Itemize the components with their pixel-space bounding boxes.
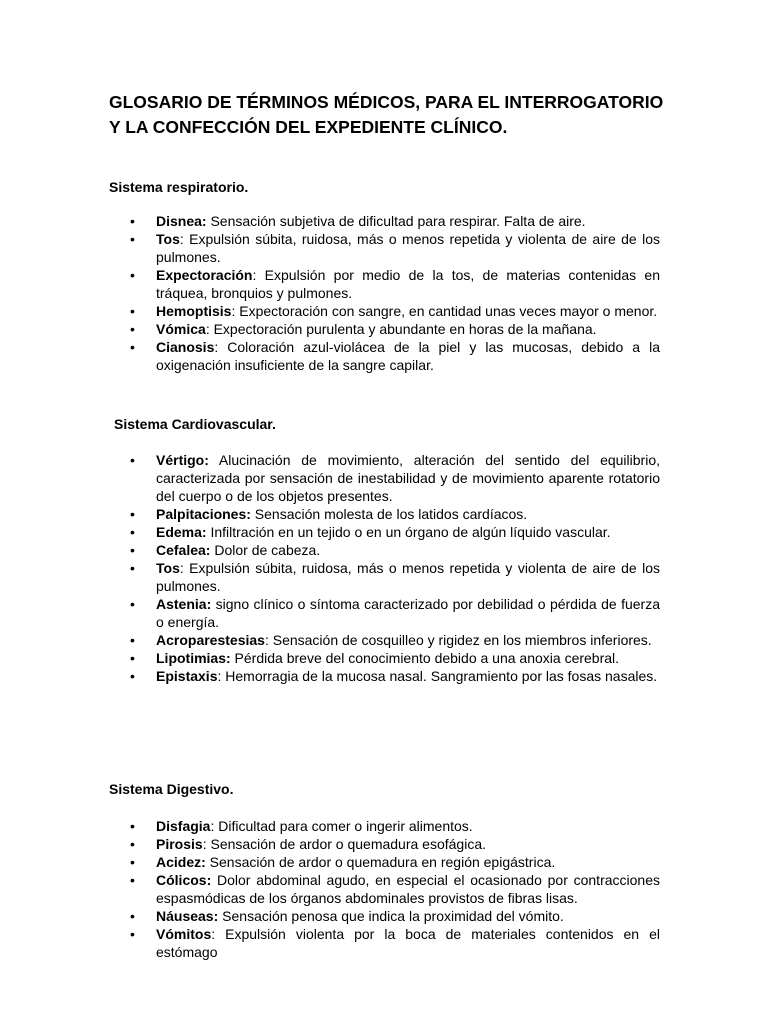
glossary-definition: Alucinación de movimiento, alteración del sentido del equilibrio, caracterizada por sensación de inestabilidad y de movimiento aparente rotatorio del cuerpo o de los objetos presentes. [156,452,660,504]
glossary-item [130,523,660,541]
glossary-term: Edema: [156,524,207,540]
glossary-item [130,541,660,559]
glossary-term: Náuseas: [156,908,219,924]
glossary-item [130,667,660,685]
glossary-definition: : Coloración azul-violácea de la piel y las mucosas, debido a la oxigenación insuficiente de la sangre capilar. [156,339,660,373]
bullet-icon: • [130,542,135,558]
bullet-icon: • [130,650,135,666]
glossary-definition: Sensación penosa que indica la proximidad del vómito. [218,908,564,924]
glossary-term: Tos [156,560,180,576]
glossary-term: Cefalea: [156,542,211,558]
glossary-item [130,817,660,835]
glossary-item [130,649,660,667]
term-list-digestivo [130,817,660,961]
section-heading-cardiovascular: Sistema Cardiovascular. [114,416,276,432]
glossary-definition: : Expectoración purulenta y abundante en horas de la mañana. [205,321,597,337]
glossary-definition: Sensación de ardor o quemadura en región epigástrica. [205,854,556,870]
glossary-item [130,907,660,925]
glossary-definition: Sensación subjetiva de dificultad para respirar. Falta de aire. [206,213,586,229]
glossary-definition: : Expulsión por medio de la tos, de materias contenidas en tráquea, bronquios y pulmones. [156,267,660,301]
bullet-icon: • [130,303,135,319]
bullet-icon: • [130,908,135,924]
glossary-term: Cólicos: [156,872,212,888]
glossary-term: Hemoptisis [156,303,232,319]
bullet-icon: • [130,632,135,648]
glossary-term: Lipotimias: [156,650,231,666]
glossary-item [130,212,660,230]
glossary-definition: : Dificultad para comer o ingerir alimentos. [210,818,473,834]
bullet-icon: • [130,668,135,684]
section-heading-digestivo: Sistema Digestivo. [109,781,234,797]
glossary-term: Astenia: [156,596,212,612]
bullet-icon: • [130,836,135,852]
bullet-icon: • [130,321,135,337]
glossary-definition: : Hemorragia de la mucosa nasal. Sangramiento por las fosas nasales. [217,668,658,684]
bullet-icon: • [130,596,135,612]
bullet-icon: • [130,926,135,942]
bullet-icon: • [130,506,135,522]
glossary-term: Vértigo: [156,452,209,468]
bullet-icon: • [130,854,135,870]
glossary-term: Epistaxis [156,668,218,684]
glossary-definition: Pérdida breve del conocimiento debido a una anoxia cerebral. [230,650,620,666]
section-heading-respiratorio: Sistema respiratorio. [109,179,249,195]
glossary-term: Disfagia [156,818,211,834]
document-title: GLOSARIO DE TÉRMINOS MÉDICOS, PARA EL INTERROGATORIO Y LA CONFECCIÓN DEL EXPEDIENTE CLÍNICO. [109,92,664,137]
glossary-definition: Dolor de cabeza. [210,542,321,558]
glossary-item [130,505,660,523]
bullet-icon: • [130,267,135,283]
glossary-item [130,320,660,338]
glossary-definition: : Expulsión súbita, ruidosa, más o menos repetida y violenta de aire de los pulmones. [156,560,660,594]
glossary-definition: : Expulsión violenta por la boca de materiales contenidos en el estómago [156,926,660,960]
bullet-icon: • [130,872,135,888]
bullet-icon: • [130,339,135,355]
glossary-term: Vómitos [156,926,212,942]
glossary-term: Expectoración [156,267,253,283]
glossary-item [130,925,660,961]
glossary-item [130,302,660,320]
glossary-definition: Dolor abdominal agudo, en especial el ocasionado por contracciones espasmódicas de los órganos abdominales provistos de fibras lisas. [156,872,660,906]
glossary-definition: : Expectoración con sangre, en cantidad unas veces mayor o menor. [231,303,658,319]
glossary-item [130,871,660,907]
glossary-definition: : Expulsión súbita, ruidosa, más o menos repetida y violenta de aire de los pulmones. [156,231,660,265]
glossary-item [130,559,660,595]
glossary-term: Tos [156,231,180,247]
bullet-icon: • [130,231,135,247]
glossary-item [130,338,660,374]
glossary-item [130,451,660,505]
glossary-item [130,595,660,631]
term-list-cardiovascular [130,451,660,685]
glossary-definition: Infiltración en un tejido o en un órgano de algún líquido vascular. [206,524,611,540]
bullet-icon: • [130,818,135,834]
glossary-item [130,631,660,649]
glossary-definition: : Sensación de ardor o quemadura esofágica. [202,836,486,852]
bullet-icon: • [130,524,135,540]
glossary-term: Vómica [156,321,206,337]
glossary-term: Disnea: [156,213,207,229]
term-list-respiratorio [130,212,660,374]
glossary-definition: signo clínico o síntoma caracterizado por debilidad o pérdida de fuerza o energía. [156,596,660,630]
bullet-icon: • [130,213,135,229]
glossary-term: Acroparestesias [156,632,265,648]
glossary-definition: Sensación molesta de los latidos cardíacos. [250,506,528,522]
bullet-icon: • [130,452,135,468]
bullet-icon: • [130,560,135,576]
glossary-item [130,230,660,266]
glossary-item [130,266,660,302]
glossary-term: Palpitaciones: [156,506,251,522]
glossary-item [130,853,660,871]
glossary-definition: : Sensación de cosquilleo y rigidez en los miembros inferiores. [264,632,652,648]
glossary-term: Acidez: [156,854,206,870]
glossary-term: Pirosis [156,836,203,852]
glossary-item [130,835,660,853]
glossary-term: Cianosis [156,339,215,355]
